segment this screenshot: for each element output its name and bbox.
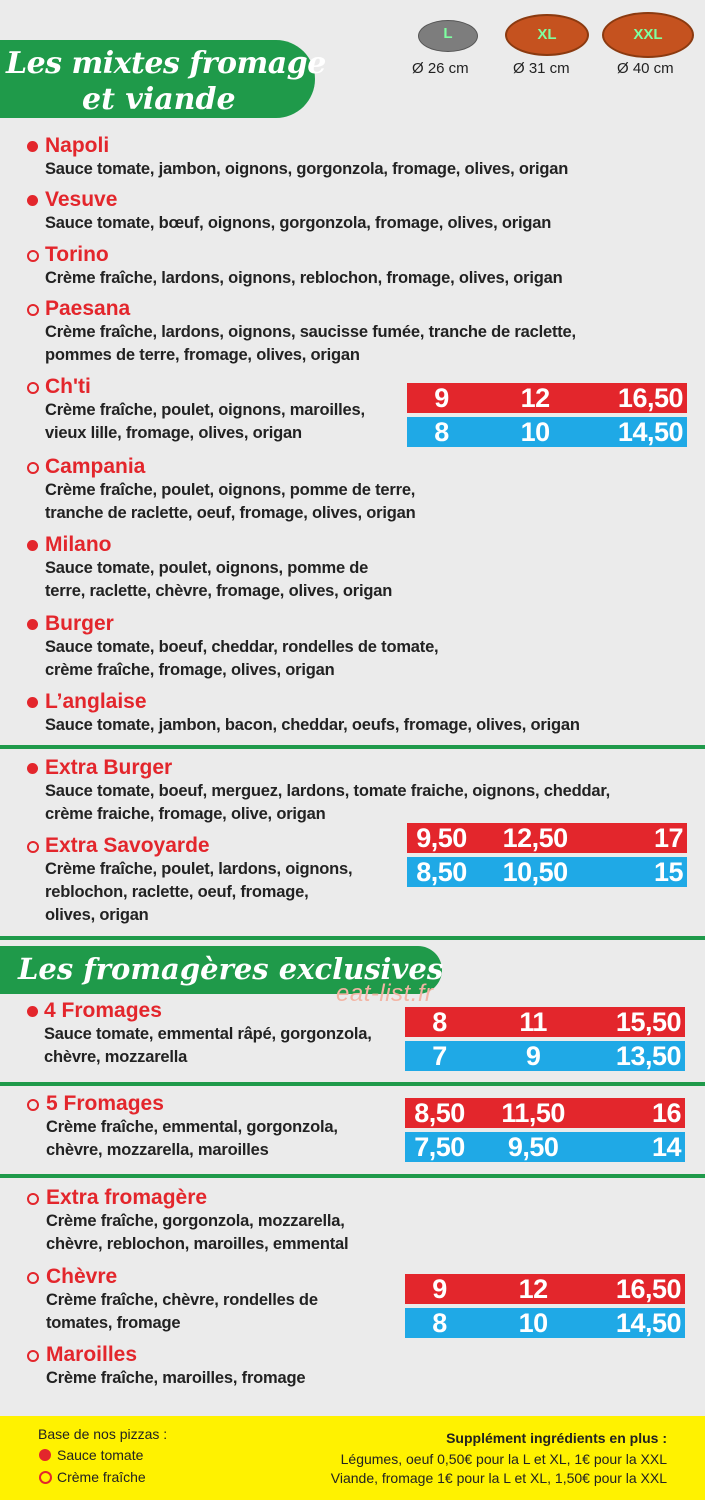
creme-ring-icon (27, 1193, 39, 1205)
supplement-line-1: Légumes, oeuf 0,50€ pour la L et XL, 1€ pour la XXL (340, 1451, 667, 1467)
pizza-description: olives, origan (45, 906, 149, 924)
pizza-description: Sauce tomate, boeuf, merguez, lardons, tomate fraiche, oignons, cheddar, (45, 782, 611, 800)
price-xl: 9,50 (507, 1132, 559, 1162)
price-xxl: 14 (651, 1132, 681, 1162)
price-l: 8,50 (414, 1098, 465, 1128)
price-xxl: 15 (653, 857, 683, 887)
price-row-creme (407, 857, 687, 887)
price-l: 8 (434, 417, 449, 447)
footer-legend (0, 1416, 705, 1500)
tomate-dot-icon (39, 1449, 51, 1461)
price-xl: 12,50 (502, 823, 568, 853)
watermark: eat-list.fr (336, 980, 434, 1007)
banner-line-1: Les mixtes fromage (6, 46, 326, 81)
pizza-description: Crème fraîche, lardons, oignons, saucisse fumée, tranche de raclette, (45, 323, 576, 341)
price-row-tomate (407, 383, 687, 413)
price-xl: 10,50 (502, 857, 568, 887)
price-l: 9,50 (416, 823, 467, 853)
pizza-name: L’anglaise (45, 690, 147, 713)
base-creme-label: Crème fraîche (57, 1469, 146, 1485)
price-xxl: 14,50 (617, 417, 683, 447)
pizza-size-l-icon: L (418, 20, 478, 52)
price-xl: 12 (520, 383, 550, 413)
pizza-description: Sauce tomate, boeuf, cheddar, rondelles de tomate, (45, 638, 439, 656)
price-l: 7,50 (414, 1132, 465, 1162)
price-xxl: 16,50 (617, 383, 683, 413)
section-banner-mixtes (0, 40, 326, 118)
pizza-description: Crème fraîche, poulet, lardons, oignons, (45, 860, 353, 878)
creme-ring-icon (27, 841, 39, 853)
tomate-dot-icon (27, 195, 38, 206)
price-row-creme (405, 1308, 685, 1338)
pizza-name: Burger (45, 612, 114, 635)
creme-ring-icon (27, 250, 39, 262)
price-xxl: 16,50 (615, 1274, 681, 1304)
supplement-line-2: Viande, fromage 1€ pour la L et XL, 1,50€ pour la XXL (330, 1470, 667, 1486)
pizza-description: Sauce tomate, emmental râpé, gorgonzola, (44, 1025, 372, 1043)
price-row-creme (405, 1132, 685, 1162)
price-xxl: 15,50 (615, 1007, 681, 1037)
price-row-tomate (405, 1007, 685, 1037)
pizza-description: Crème fraîche, gorgonzola, mozzarella, (46, 1212, 345, 1230)
price-xxl: 14,50 (615, 1308, 681, 1338)
creme-ring-icon (27, 462, 39, 474)
tomate-dot-icon (27, 763, 38, 774)
price-l: 9 (432, 1274, 447, 1304)
pizza-description: Crème fraîche, poulet, oignons, maroilles, (45, 401, 365, 419)
base-tomate-label: Sauce tomate (57, 1447, 144, 1463)
price-l: 8,50 (416, 857, 467, 887)
size-diameter-l: Ø 26 cm (412, 60, 469, 77)
pizza-name: 4 Fromages (44, 999, 162, 1022)
supplement-title: Supplément ingrédients en plus : (446, 1430, 667, 1446)
price-l: 8 (432, 1007, 447, 1037)
pizza-description: chèvre, mozzarella (44, 1048, 188, 1066)
pizza-description: tomates, fromage (46, 1314, 181, 1332)
price-l: 9 (434, 383, 449, 413)
banner-line-2: et viande (82, 82, 236, 117)
pizza-description: crème fraîche, fromage, olives, origan (45, 661, 335, 679)
pizza-name: Chèvre (46, 1265, 118, 1288)
tomate-dot-icon (27, 1006, 38, 1017)
pizza-name: Vesuve (45, 188, 118, 211)
pizza-size-xxl-icon: XXL (602, 12, 694, 58)
price-xl: 10 (518, 1308, 548, 1338)
banner-title: Les fromagères exclusives (18, 952, 444, 986)
creme-ring-icon (27, 1350, 39, 1362)
base-title: Base de nos pizzas : (38, 1426, 168, 1442)
creme-ring-icon (27, 1272, 39, 1284)
pizza-description: vieux lille, fromage, olives, origan (45, 424, 302, 442)
pizza-name: Extra Burger (45, 756, 173, 779)
section-divider (0, 1174, 705, 1178)
section-divider (0, 936, 705, 940)
pizza-name: Milano (45, 533, 112, 556)
creme-ring-icon (39, 1471, 52, 1484)
creme-ring-icon (27, 1099, 39, 1111)
price-row-tomate (405, 1098, 685, 1128)
price-l: 8 (432, 1308, 447, 1338)
price-xl: 11,50 (501, 1098, 565, 1128)
tomate-dot-icon (27, 540, 38, 551)
pizza-name: Campania (45, 455, 146, 478)
price-row-tomate (407, 823, 687, 853)
pizza-description: tranche de raclette, oeuf, fromage, olives, origan (45, 504, 416, 522)
price-row-creme (407, 417, 687, 447)
pizza-description: pommes de terre, fromage, olives, origan (45, 346, 360, 364)
pizza-name: 5 Fromages (46, 1092, 164, 1115)
pizza-description: crème fraiche, fromage, olive, origan (45, 805, 326, 823)
price-l: 7 (432, 1041, 447, 1071)
pizza-description: Crème fraîche, emmental, gorgonzola, (46, 1118, 338, 1136)
creme-ring-icon (27, 304, 39, 316)
price-row-tomate (405, 1274, 685, 1304)
pizza-description: chèvre, reblochon, maroilles, emmental (46, 1235, 349, 1253)
tomate-dot-icon (27, 141, 38, 152)
pizza-description: Sauce tomate, jambon, oignons, gorgonzola, fromage, olives, origan (45, 160, 569, 178)
pizza-description: Crème fraîche, maroilles, fromage (46, 1369, 306, 1387)
section-divider (0, 1082, 705, 1086)
pizza-name: Torino (45, 243, 109, 266)
creme-ring-icon (27, 382, 39, 394)
price-row-creme (405, 1041, 685, 1071)
pizza-description: Crème fraîche, lardons, oignons, reblochon, fromage, olives, origan (45, 269, 563, 287)
pizza-description: Crème fraîche, chèvre, rondelles de (46, 1291, 318, 1309)
pizza-description: chèvre, mozzarella, maroilles (46, 1141, 269, 1159)
pizza-description: Crème fraîche, poulet, oignons, pomme de terre, (45, 481, 416, 499)
pizza-name: Extra Savoyarde (45, 834, 210, 857)
pizza-description: Sauce tomate, poulet, oignons, pomme de (45, 559, 369, 577)
tomate-dot-icon (27, 697, 38, 708)
pizza-description: Sauce tomate, jambon, bacon, cheddar, oeufs, fromage, olives, origan (45, 716, 580, 734)
pizza-size-xl-icon: XL (505, 14, 589, 56)
price-xl: 11 (519, 1007, 547, 1037)
pizza-name: Ch'ti (45, 375, 91, 398)
size-diameter-xxl: Ø 40 cm (617, 60, 674, 77)
price-xl: 12 (518, 1274, 548, 1304)
pizza-description: terre, raclette, chèvre, fromage, olives, origan (45, 582, 393, 600)
price-xxl: 17 (653, 823, 683, 853)
pizza-name: Maroilles (46, 1343, 138, 1366)
pizza-name: Napoli (45, 134, 110, 157)
section-divider (0, 745, 705, 749)
pizza-description: Sauce tomate, bœuf, oignons, gorgonzola, fromage, olives, origan (45, 214, 552, 232)
tomate-dot-icon (27, 619, 38, 630)
pizza-name: Extra fromagère (46, 1186, 208, 1209)
price-xl: 9 (525, 1041, 541, 1071)
pizza-name: Paesana (45, 297, 131, 320)
price-xxl: 13,50 (615, 1041, 681, 1071)
price-xl: 10 (520, 417, 550, 447)
pizza-description: reblochon, raclette, oeuf, fromage, (45, 883, 309, 901)
price-xxl: 16 (651, 1098, 681, 1128)
size-diameter-xl: Ø 31 cm (513, 60, 570, 77)
